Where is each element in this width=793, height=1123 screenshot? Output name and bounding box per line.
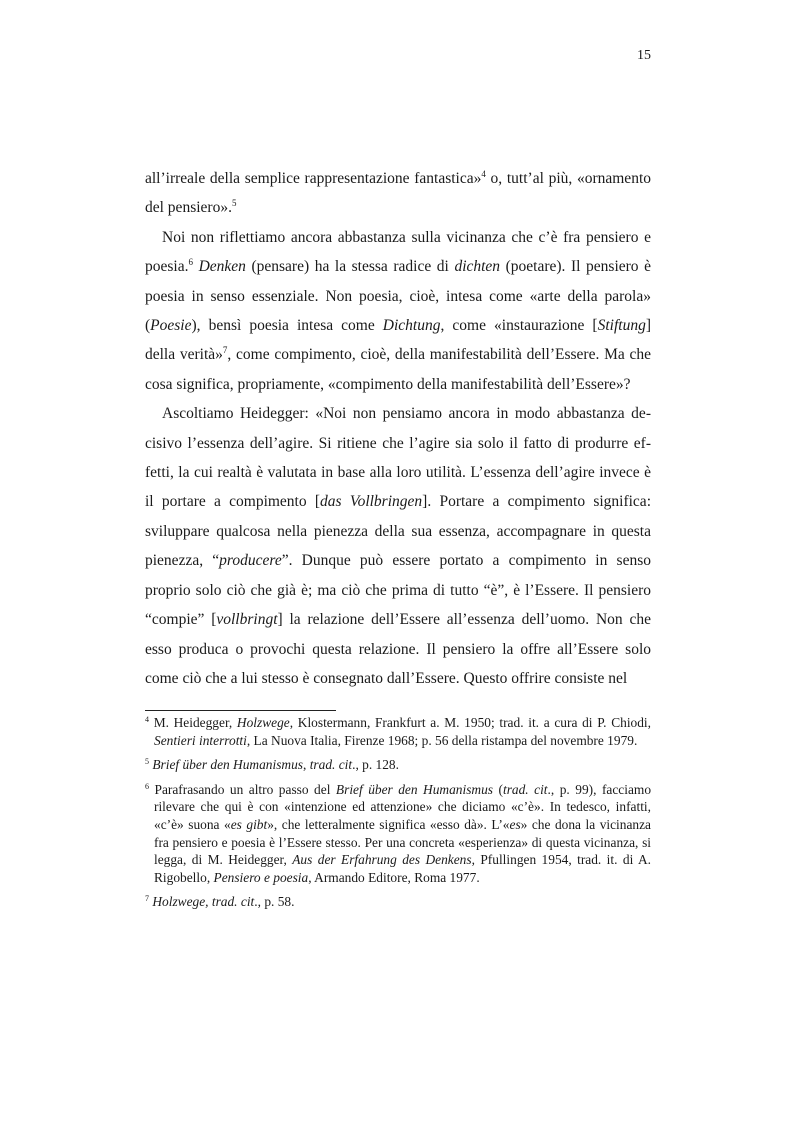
italic-text: Poesie (150, 317, 192, 335)
note-reference: 4 (481, 169, 486, 179)
text-run: ] della verità» (145, 317, 652, 364)
text-run: (poetare). Il pensiero è poesia in senso essenziale. Non poesia, cioè, intesa come «arte della parola» ( (145, 258, 652, 335)
text-run: » che dona la vicinanza fra pensiero e poesia è l’Essere stesso. Per una concreta «esperienza» di questa vicinanza, si legga, di M. Heidegger, (154, 816, 651, 868)
footnote (145, 714, 651, 749)
text-run: ] la relazione dell’Essere all’essenza dell’uomo. Non che esso produca o provochi questa relazione. Il pensiero la offre all’Essere solo come ciò che a lui stesso è consegnato dall’Essere. Questo offrire consiste nel (145, 611, 651, 687)
text-run: M. Heidegger, (149, 715, 237, 730)
italic-text: es gibt (230, 816, 268, 832)
text-run: all’irreale della semplice rappresentazione fantastica» (145, 170, 482, 187)
italic-text: Aus der Erfahrung des Denkens (292, 852, 472, 868)
italic-text: vollbringt (216, 611, 278, 629)
body-text (145, 164, 651, 693)
italic-text: Holzwege, trad. cit (152, 894, 255, 910)
text-run: (pensare) ha la stessa radice di (245, 258, 455, 276)
italic-text: Holzwege (236, 715, 290, 730)
text-run: ., p. 58. (254, 894, 295, 910)
italic-text: Dichtung (382, 317, 441, 335)
footnote (145, 781, 651, 887)
italic-text: dichten (454, 258, 501, 276)
italic-text: Stiftung (597, 317, 646, 335)
note-reference: 4 (145, 715, 149, 724)
footnote (145, 893, 651, 911)
note-reference: 6 (145, 781, 149, 791)
footnotes (145, 714, 651, 918)
text-run: Ascoltiamo Heidegger: «Noi non pensiamo ancora in modo abbastanza decisivo l’essenza dell’agire. Si ritiene che l’agire sia solo il fatto di produrre effetti, la cui realtà è valutata in base alla loro utilità. L’essenza dell’agire invece è il portare a compimento [ (145, 405, 651, 511)
text-run: ., p. 128. (352, 757, 399, 773)
italic-text: Sentieri interrotti (154, 732, 247, 748)
text-run: o, tutt’al più, «ornamento del pensiero». (145, 170, 651, 217)
italic-text: Brief über den Humanismus (152, 757, 303, 773)
text-run: », che letteralmente significa «esso dà». L’« (267, 816, 510, 832)
note-reference: 7 (145, 894, 149, 904)
footnote (145, 756, 651, 774)
note-reference: 6 (188, 257, 193, 268)
page-number: 15 (637, 48, 651, 63)
text-run: , Klostermann, Frankfurt a. M. 1950; trad. it. a cura di P. Chiodi, (289, 715, 651, 730)
text-run: , La Nuova Italia, Firenze 1968; p. 56 della ristampa del novembre 1979. (246, 732, 638, 748)
text-run: , Pfullingen 1954, trad. it. di A. Rigobello, (154, 852, 651, 885)
text-run: ., p. 99), facciamo rilevare che qui è con «intenzione ed attenzione» che diciamo «c’è». In tedesco, infatti, «c’è» suona « (154, 781, 652, 832)
italic-text: trad. cit (502, 781, 548, 797)
text-run: Noi non riflettiamo ancora abbastanza sulla vicinanza che c’è fra pensiero e poesia. (145, 228, 651, 276)
text-run: ( (493, 781, 503, 797)
text-run: Parafrasando un altro passo del (149, 781, 336, 797)
italic-text: das Vollbringen (320, 493, 423, 511)
text-run: , come compimento, cioè, della manifestabilità dell’Essere. Ma che cosa significa, propriamente, «compimento della manifestabilità dell’Essere»? (145, 346, 652, 393)
italic-text: Brief über den Humanismus (335, 781, 493, 797)
paragraph (145, 164, 651, 223)
text-run: ”. Dunque può essere portato a compimento in senso proprio solo ciò che già è; ma ciò che prima di tutto “è”, è l’Essere. Il pensiero “compie” [ (145, 552, 651, 629)
italic-text: trad. cit (309, 757, 353, 773)
footnote-separator (145, 710, 336, 711)
text-run: , (303, 757, 310, 773)
note-reference: 5 (231, 198, 237, 209)
italic-text: es (509, 816, 521, 832)
paragraph (145, 223, 651, 399)
note-reference: 7 (222, 345, 228, 356)
italic-text: producere (219, 552, 282, 570)
text-run: ), bensì poesia intesa come (191, 317, 383, 335)
italic-text: Denken (198, 258, 246, 276)
text-run: , Armando Editore, Roma 1977. (308, 869, 480, 885)
text-run: ]. Portare a compimento significa: sviluppare qualcosa nella pienezza della sua essenza, accompagnare in questa pienezza, “ (145, 493, 651, 570)
note-reference: 5 (145, 757, 149, 767)
italic-text: Pensiero e poesia (213, 869, 309, 885)
text-run: , come «instaurazione [ (440, 317, 598, 335)
paragraph (145, 399, 651, 693)
